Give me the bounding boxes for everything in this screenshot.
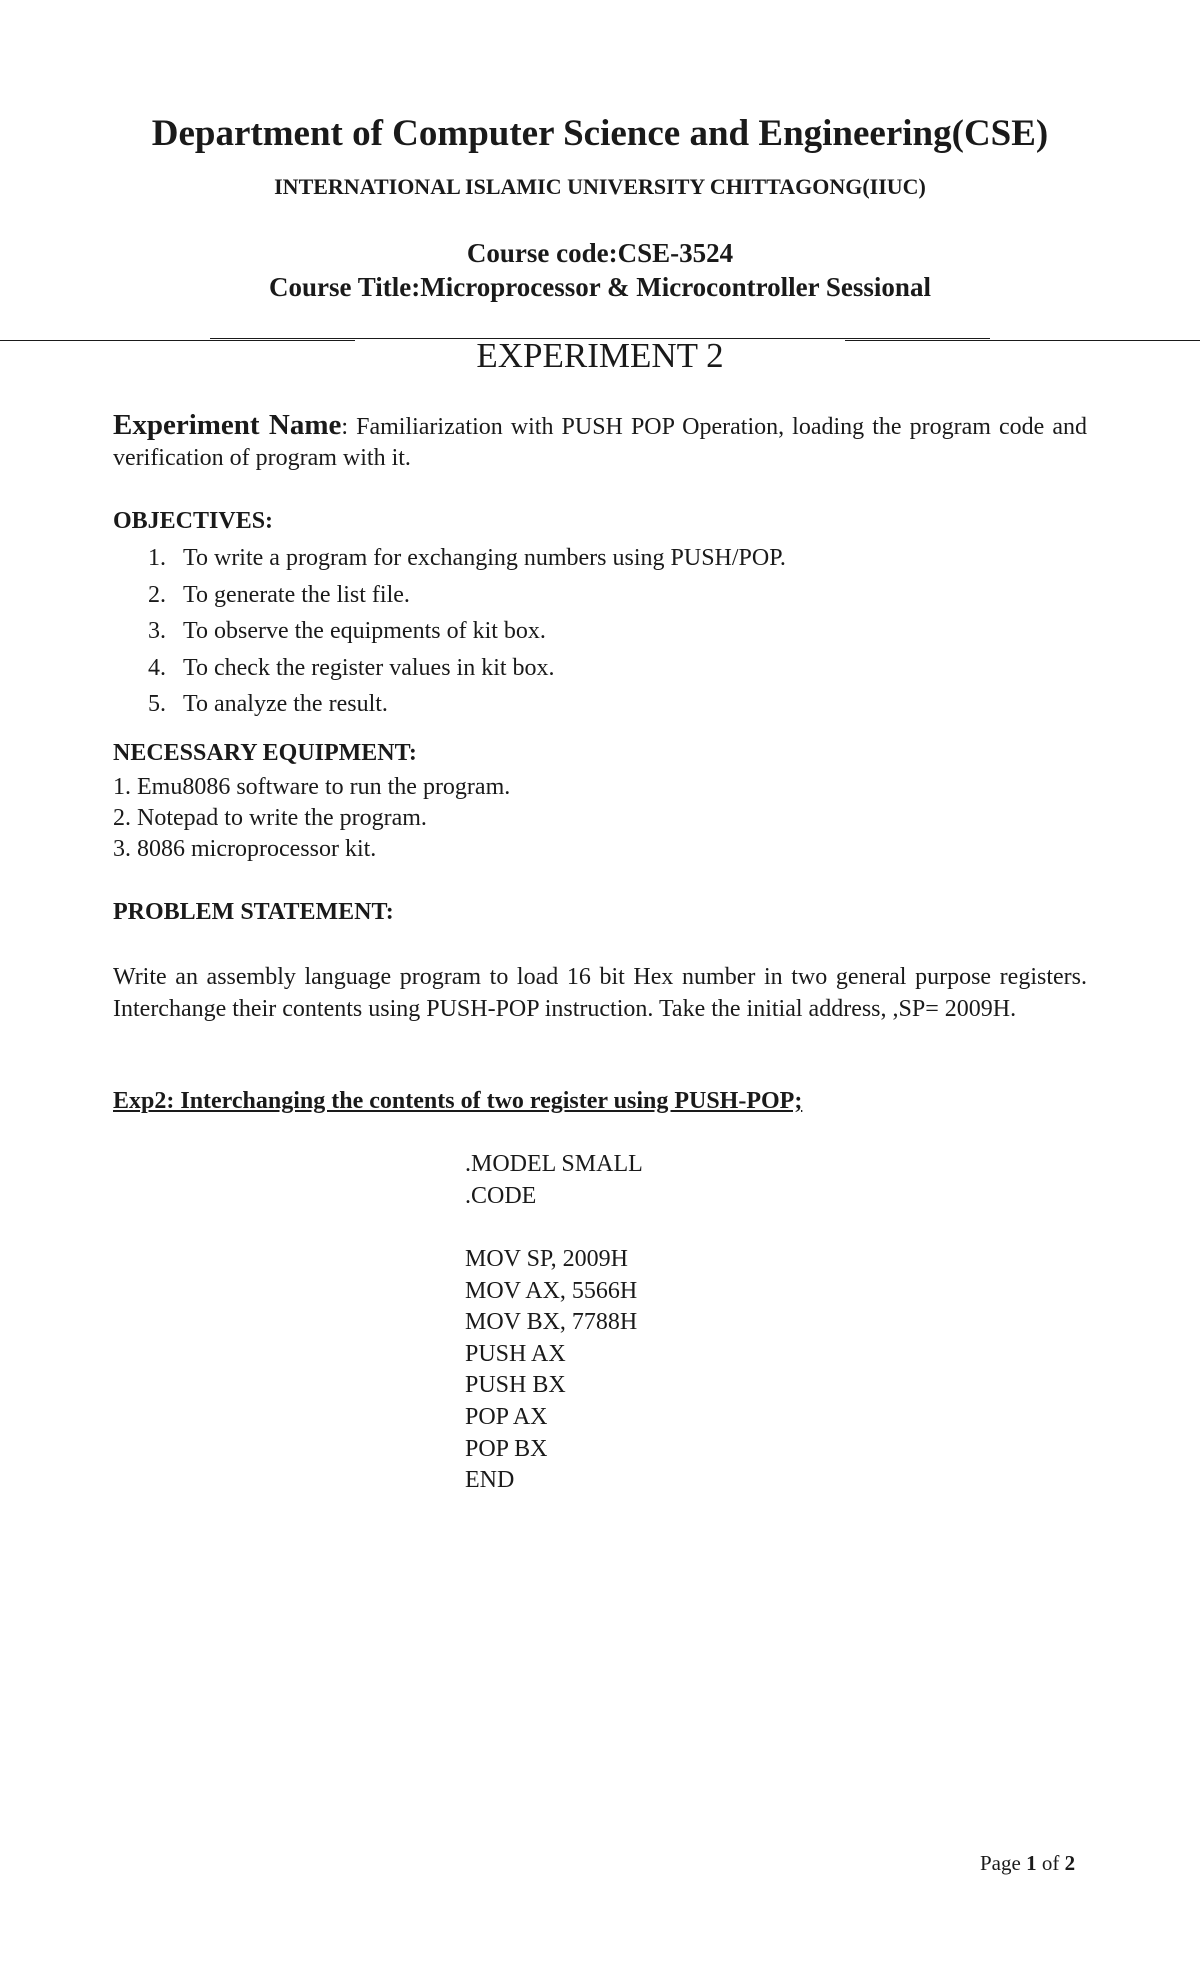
experiment-name-label: Experiment Name [113,409,342,441]
equipment-heading: NECESSARY EQUIPMENT: [113,740,417,766]
objectives-list [148,540,786,723]
list-item: 4. To check the register values in kit box. [148,654,555,681]
code-line: MOV SP, 2009H [465,1246,628,1272]
list-item: 1. To write a program for exchanging numbers using PUSH/POP. [148,545,786,571]
code-line: END [465,1467,515,1494]
code-line: POP AX [465,1403,548,1430]
course-code: Course code:CSE-3524 [466,238,734,268]
program-heading: Exp2: Interchanging the contents of two register using PUSH-POP; [113,1088,803,1114]
course-title: Course Title:Microprocessor & Microcontroller Sessional [269,272,931,302]
list-item: 1. Emu8086 software to run the program. [113,774,511,800]
problem-heading: PROBLEM STATEMENT: [113,899,394,925]
experiment-name-text: : Familiarization with PUSH POP Operation, loading the program code and verification of program with it. [113,414,1087,471]
code-line: POP BX [465,1435,548,1462]
code-line: .MODEL SMALL [465,1151,643,1177]
program-directives [465,1149,643,1212]
experiment-title: EXPERIMENT 2 [476,336,724,375]
program-instructions [465,1244,637,1497]
code-line: MOV BX, 7788H [465,1309,638,1336]
list-item: 5. To analyze the result. [148,691,388,717]
code-line: MOV AX, 5566H [465,1277,638,1304]
code-line: PUSH BX [465,1372,566,1399]
list-item: 2. Notepad to write the program. [113,805,427,831]
problem-statement: Write an assembly language program to load 16 bit Hex number in two general purpose registers. Interchange their contents using PUSH-POP instruction. Take the initial address, ,SP= 2009H. [113,964,1087,1022]
list-item: 2. To generate the list file. [148,581,410,608]
university-name: INTERNATIONAL ISLAMIC UNIVERSITY CHITTAGONG(IIUC) [274,174,926,199]
department-title: Department of Computer Science and Engineering(CSE) [151,113,1049,154]
code-line: PUSH AX [465,1340,566,1367]
experiment-name [113,410,1087,474]
equipment-list [113,772,510,865]
code-line: .CODE [465,1182,537,1209]
list-item: 3. To observe the equipments of kit box. [148,618,546,644]
objectives-heading: OBJECTIVES: [113,508,274,534]
page-number: Page 1 of 2 [980,1851,1076,1875]
list-item: 3. 8086 microprocessor kit. [113,836,377,862]
